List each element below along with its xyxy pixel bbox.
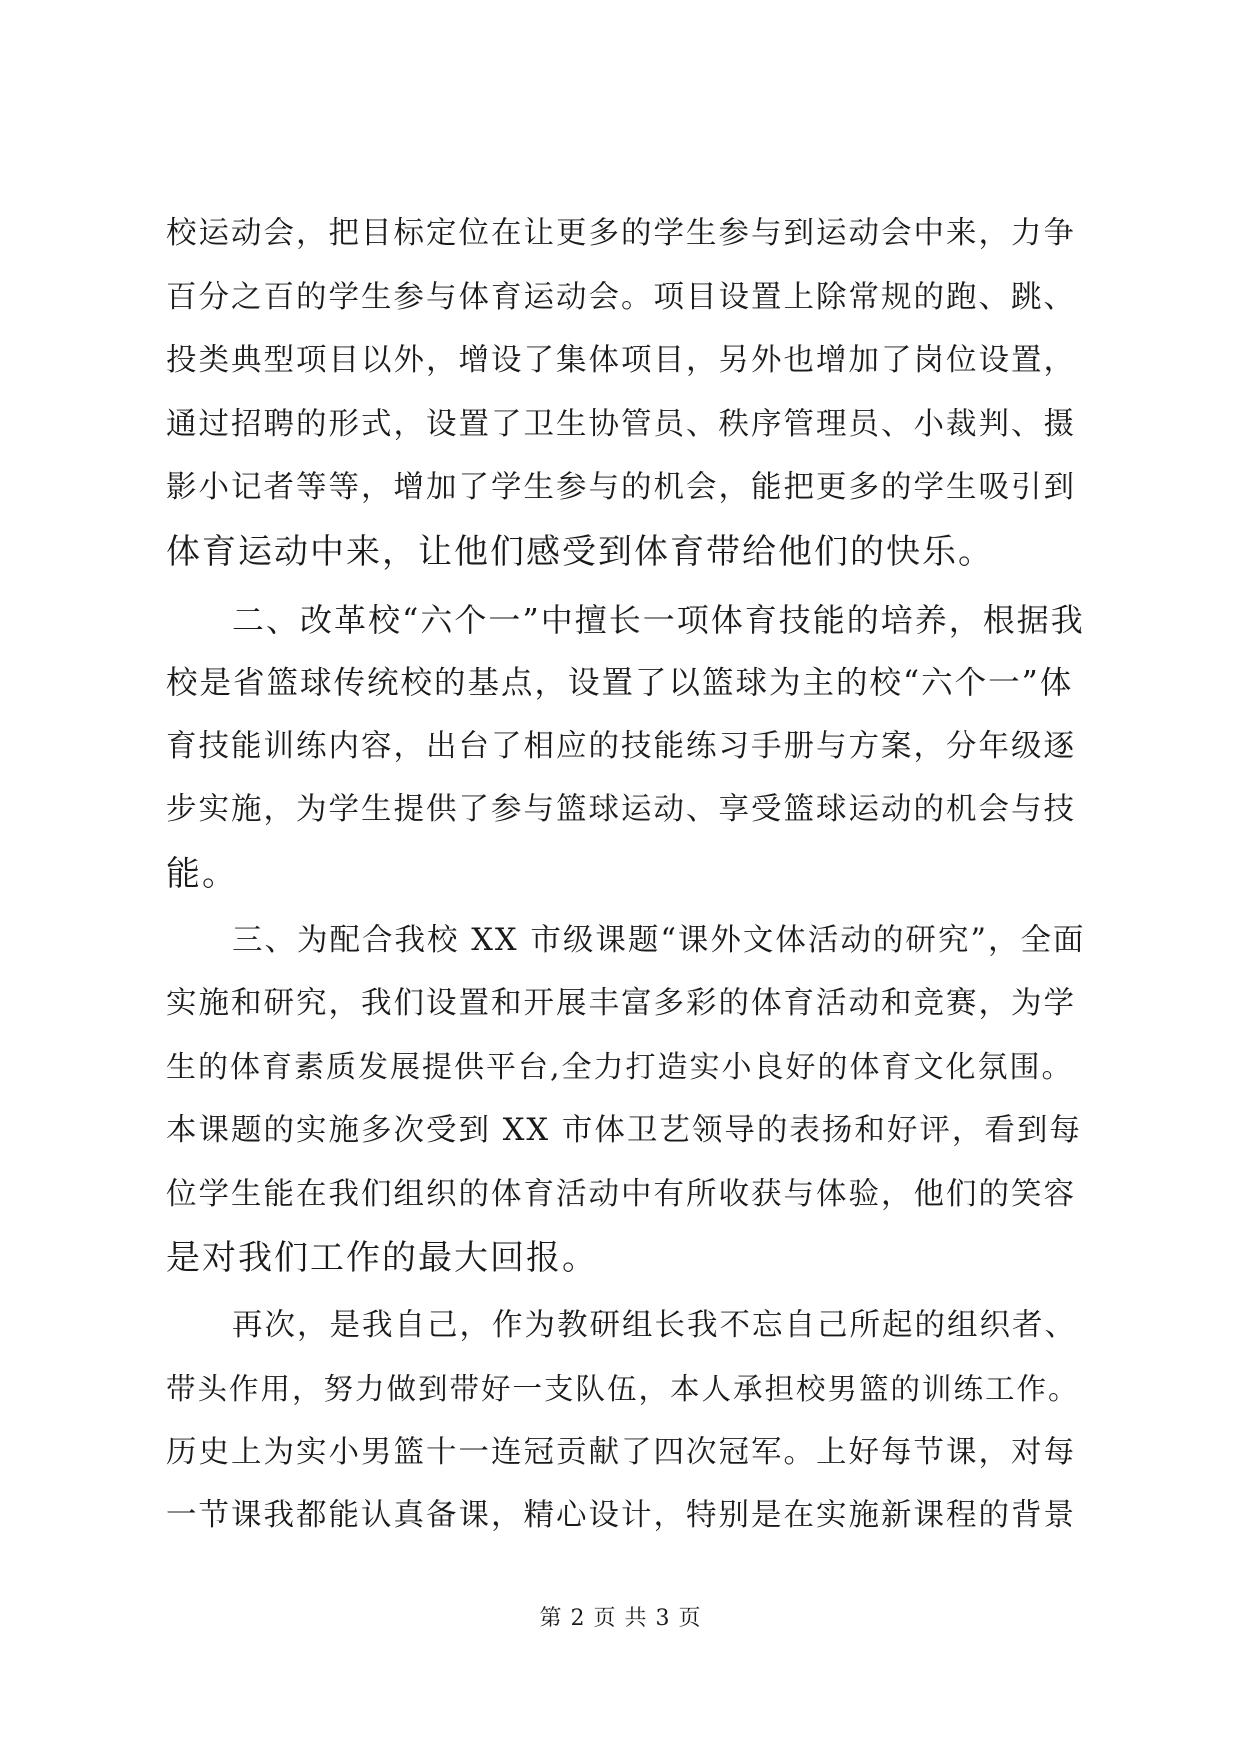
text-line: 育技能训练内容，出台了相应的技能练习手册与方案，分年级逐 [166,729,1076,764]
page-footer: 第 2 页 共 3 页 [539,1606,702,1631]
text-line: 百分之百的学生参与体育运动会。项目设置上除常规的跑、跳、 [166,280,1076,315]
text-line: 校是省篮球传统校的基点，设置了以篮球为主的校“六个一”体 [166,665,1074,701]
text-line: 生的体育素质发展提供平台,全力打造实小良好的体育文化氛围。 [166,1050,1074,1085]
paragraph-start-line: 三、为配合我校 XX 市级课题“课外文体活动的研究”，全面 [232,923,1086,958]
text-line: 影小记者等等，增加了学生参与的机会，能把更多的学生吸引到 [166,470,1076,505]
text-line: 投类典型项目以外，增设了集体项目，另外也增加了岗位设置， [166,343,1076,378]
text-line: 位学生能在我们组织的体育活动中有所收获与体验，他们的笑容 [166,1177,1076,1212]
text-line: 体育运动中来，让他们感受到体育带给他们的快乐。 [166,532,994,572]
text-line: 校运动会，把目标定位在让更多的学生参与到运动会中来，力争 [166,216,1076,251]
text-line: 是对我们工作的最大回报。 [166,1238,598,1278]
text-line: 本课题的实施多次受到 XX 市体卫艺领导的表扬和好评，看到每 [166,1113,1082,1148]
text-line: 能。 [166,854,238,894]
text-line: 一节课我都能认真备课，精心设计，特别是在实施新课程的背景 [166,1498,1076,1533]
text-line: 实施和研究，我们设置和开展丰富多彩的体育活动和竞赛，为学 [166,986,1076,1021]
text-line: 历史上为实小男篮十一连冠贡献了四次冠军。上好每节课，对每 [166,1435,1076,1470]
paragraph-start-line: 二、改革校“六个一”中擅长一项体育技能的培养，根据我 [232,601,1085,639]
paragraph-start-line: 再次，是我自己，作为教研组长我不忘自己所起的组织者、 [232,1308,1077,1343]
text-line: 步实施，为学生提供了参与篮球运动、享受篮球运动的机会与技 [166,792,1076,827]
text-line: 通过招聘的形式，设置了卫生协管员、秩序管理员、小裁判、摄 [166,407,1076,442]
text-line: 带头作用，努力做到带好一支队伍，本人承担校男篮的训练工作。 [166,1372,1080,1406]
